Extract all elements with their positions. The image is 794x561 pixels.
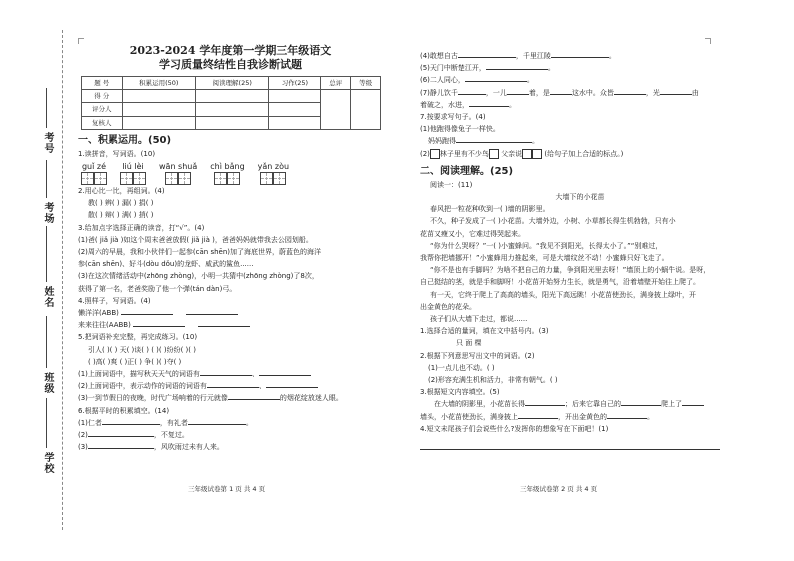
prompt-text: ，风吹雨过未有人来。 [153, 443, 224, 452]
table-row [82, 90, 381, 103]
page-right [420, 50, 740, 450]
answer-blank[interactable] [88, 441, 154, 449]
question-6-item: (1)仁者 ，有礼者 。 [78, 418, 253, 427]
answer-blank[interactable] [458, 50, 516, 58]
prompt-text: (7)静儿饮千 [420, 88, 458, 97]
pinyin-item [159, 161, 197, 185]
prompt-text: 这水中。众皆 [571, 88, 614, 97]
pinyin-text: liú lèi [122, 162, 144, 172]
answer-blank[interactable] [207, 380, 259, 388]
table-cell: 评分人 [82, 103, 123, 116]
prompt-text: (4)敢想自古 [420, 52, 458, 60]
question-2: 2.用心比一比，再组词。(4) [78, 187, 165, 196]
example-label: 来来往往(AABB) [78, 321, 131, 330]
kaochang-label: 考场 [42, 202, 53, 224]
prompt-text: (2)上面词语中，表示动作的词语的词语有 [78, 382, 207, 391]
reading-question-3-item: 墙头，小花苗使劲长，满身披上 ，开出金黄色的 。 [420, 412, 654, 421]
pinyin-text: guǐ zé [81, 162, 107, 172]
writing-box[interactable] [260, 172, 273, 185]
prompt-text: ，光 [645, 88, 660, 97]
prompt-text: (2) [78, 431, 88, 440]
answer-blank[interactable] [198, 319, 250, 327]
answer-blank[interactable] [469, 99, 509, 107]
answer-blank[interactable] [682, 398, 704, 406]
answer-blank[interactable] [465, 74, 527, 82]
passage-line: 自己挺结的茎，就是手和脚呀！小花苗开始努力生长，就是勇气，沿着墙壁开始往上爬了。 [420, 278, 700, 287]
answer-blank[interactable] [550, 87, 572, 95]
answer-blank[interactable] [621, 398, 661, 406]
question-6: 6.根据平时的积累填空。(14) [78, 406, 170, 415]
table-cell: 习作(25) [269, 77, 321, 90]
table-cell: 复核人 [82, 116, 123, 129]
reading-question-4: 4.短文未尾孩子们会说些什么?发挥你的想象写在下面吧！(1) [420, 424, 609, 433]
prompt-text: 墙头，小花苗使劲长，满身披上 [420, 412, 518, 421]
punctuation-box[interactable] [430, 149, 440, 159]
section-heading: 一、积累运用。(50) [78, 134, 172, 146]
page-footer: 三年级试卷第 1 页 共 4 页 [188, 485, 266, 493]
table-cell: 总评 [321, 77, 351, 90]
pinyin-text: wān shuǎ [159, 162, 198, 172]
option-list: 只 面 棵 [456, 339, 482, 348]
prompt-text: 林子里有不少鸟 [439, 149, 489, 158]
question-5: 5.把词语补充完整，再完成练习。(10) [78, 333, 198, 342]
question-7: 7.按要求写句子。(4) [420, 113, 486, 122]
table-cell: 题 号 [82, 77, 123, 90]
question-5-row: 引人( )( ) 天( )谈( ) ( )( )纷纷( )( ) [88, 345, 196, 354]
table-cell: 积累运用(50) [122, 77, 195, 90]
answer-blank[interactable] [660, 87, 692, 95]
fold-line [62, 30, 63, 530]
prompt-text: ，千里江陵 [515, 52, 551, 60]
passage-line: 有一天，它终于爬上了高高的墙头，阳光下高远眺！小花苗使劲长，满身披上绿叶，开 [430, 290, 696, 299]
passage-line: 春风把一粒花种吹到一( )墙的阴影里。 [430, 205, 550, 214]
passage-line: 出金黄色的花朵。 [420, 302, 476, 311]
passage-line: 不久，种子发成了一( )小花苗。大墙外边，小树、小草都长得生机勃勃，只有小 [430, 217, 676, 226]
passage-line: 花苗又瘦又小，它难过得哭起来。 [420, 229, 525, 238]
section-heading: 二、阅读理解。(25) [420, 165, 514, 177]
pinyin-grid [81, 161, 383, 185]
question-7-item: 妈妈跑得 。 [428, 137, 539, 146]
question-5-item [78, 392, 383, 404]
prompt-text: (1)仁者 [78, 418, 102, 427]
question-6-item [78, 429, 383, 441]
question-6-item [78, 441, 383, 453]
pinyin-item [210, 161, 244, 185]
table-cell: 阅读理解(25) [196, 77, 269, 90]
xuexiao-label: 学校 [42, 452, 53, 474]
prompt-text: (6)二人同心， [420, 76, 465, 85]
question-5-item: (1)上面词语中，描写秋天天气的词语有 、 [78, 368, 383, 380]
question-7-item: (1)他跑得像兔子一样快。 [420, 125, 500, 134]
prompt-text: 着破之，水进， [420, 100, 469, 109]
poem-line: (5)天门中断楚江开， 。 [420, 64, 555, 73]
prompt-text: (5)天门中断楚江开， [420, 64, 486, 73]
passage-title: 大墙下的小花苗 [555, 193, 605, 202]
reading-question-1: 1.选择合适的量词，填在文中括号内。(3) [420, 327, 549, 336]
answer-blank[interactable] [486, 62, 548, 70]
passage-line: 孩子们从大墙下走过，都说...... [430, 315, 528, 324]
writing-box[interactable] [81, 172, 94, 185]
prompt-text: (3)一到节假日的夜晚，时代广场响着的行元就像 [78, 394, 228, 403]
question-4-item [78, 319, 383, 331]
example-label: 懒洋洋(ABB) [78, 309, 119, 318]
answer-blank[interactable] [88, 429, 154, 437]
pinyin-text: chì bǎng [210, 162, 245, 172]
passage-line: “你不是也有手脚吗？为啥不把自己的力量，争到阳光里去呀！”墙顶上的小蜗牛说。是呀， [430, 266, 711, 275]
pinyin-text: yǎn zòu [257, 162, 290, 172]
xuexiao-line [46, 398, 47, 448]
prompt-text: (3) [78, 443, 88, 452]
prompt-text: ；后来它靠自己的 [565, 400, 621, 409]
passage-line: 我帮你把墙挪开！”小蜜蜂用力推起来，可是大墙纹丝不动！小蜜蜂只好飞走了。 [420, 254, 669, 263]
poem-line: (6)二人同心， 。 [420, 76, 534, 85]
prompt-text: 爬上了 [661, 400, 682, 409]
banji-label: 班级 [42, 372, 53, 394]
question-3-item: (2)周六的早晨，我和小伙伴们一起参(cān shēn)加了海底世界，蔚蓝色的海洋 [78, 248, 322, 257]
answer-blank[interactable] [188, 417, 246, 425]
reading-question-2: 2.根据下列意思写出文中的词语。(2) [420, 351, 535, 360]
xingming-line [46, 226, 47, 282]
answer-blank[interactable] [525, 398, 565, 406]
pinyin-item [258, 161, 289, 185]
binding-sidebar [0, 0, 70, 561]
answer-blank[interactable] [186, 307, 238, 315]
reading-label: 阅读一：(11) [430, 180, 473, 189]
poem-line [420, 87, 740, 99]
table-cell: 得 分 [82, 90, 123, 103]
page-footer: 三年级试卷第 2 页 共 4 页 [520, 485, 598, 493]
pinyin-item [120, 161, 146, 185]
exam-title-line2: 学习质量终结性自我诊断试题 [159, 58, 302, 71]
exam-title-line1: 2023-2024 学年度第一学期三年级语文 [129, 44, 332, 57]
prompt-text: 妈妈跑得 [428, 137, 456, 146]
page-left [78, 44, 383, 453]
prompt-text: 父亲说 [501, 149, 523, 158]
question-4-item [78, 307, 383, 319]
answer-blank[interactable] [458, 87, 486, 95]
writing-box[interactable] [273, 172, 286, 185]
prompt-text: ，一儿 [485, 88, 507, 97]
banji-line [46, 316, 47, 368]
passage-line: “你为什么哭呀？”一( )小蜜蜂问。“我见不到阳光，长得太小了。”“别难过， [430, 241, 663, 250]
prompt-text: 着，是 [528, 88, 550, 97]
kaohao-label: 考号 [42, 132, 53, 154]
prompt-text: 由 [691, 88, 699, 97]
reading-question-2-item: (1)一点儿也不动。( ) [428, 363, 495, 372]
score-table [81, 76, 381, 130]
xingming-label: 姓名 [42, 286, 53, 308]
punctuation-box[interactable] [522, 149, 532, 159]
kaochang-line [46, 160, 47, 198]
poem-line: 着破之，水进， 。 [420, 100, 516, 109]
punctuation-box[interactable] [532, 149, 542, 159]
question-3-item: 获得了第一名，老爸奖励了他一个弹(tán dàn)弓。 [78, 284, 237, 293]
prompt-text: (2) [420, 149, 430, 158]
question-3-item: (1)爸( jiǎ jià )如这个周末爸爸放假( jiǎ jià )，爸爸妈妈就带我去公园划船。 [78, 235, 313, 244]
reading-question-3-item [420, 398, 740, 410]
question-2-row: 教( ) 辨( ) 漏( ) 捐( ) [88, 199, 154, 208]
writing-box[interactable] [120, 172, 133, 185]
answer-blank[interactable] [228, 392, 280, 400]
prompt-text: (给句子加上合适的标点。) [544, 149, 624, 158]
question-3-item: (3)在这次情绪活动中(zhōng zhòng)，小明一共猜中(zhōng zhòng)了8次， [78, 272, 319, 281]
kaohao-line [46, 88, 47, 128]
answer-blank[interactable] [121, 307, 173, 315]
writing-box[interactable] [165, 172, 178, 185]
answer-blank[interactable] [507, 87, 529, 95]
table-cell: 等级 [351, 77, 381, 90]
answer-blank[interactable] [102, 417, 160, 425]
corner-mark [705, 38, 711, 44]
answer-blank[interactable] [456, 135, 532, 143]
question-1: 1.读拼音，写词语。(10) [78, 149, 156, 158]
prompt-text: ，有礼者 [159, 418, 188, 427]
prompt-text: ，不复过。 [153, 431, 189, 440]
poem-line: (4)敢想自古 ，千里江陵 。 [420, 52, 616, 60]
writing-box[interactable] [214, 172, 227, 185]
answer-blank[interactable] [518, 411, 558, 419]
prompt-text: 的烟花绽放迷人眼。 [279, 394, 343, 403]
writing-box[interactable] [178, 172, 191, 185]
question-3: 3.给加点字选择正确的读音，打“√”。(4) [78, 223, 205, 232]
question-3-item: 参(cān shēn)、好斗(dòu dǒu)的龙虾、威武的鲨鱼...... [78, 260, 254, 269]
answer-blank[interactable] [266, 380, 318, 388]
question-2-row: 散( ) 辩( ) 满( ) 捎( ) [88, 211, 154, 220]
reading-question-2-item: (2)形容充满生机和活力，非常有朝气。( ) [428, 376, 558, 385]
answer-blank[interactable] [133, 319, 185, 327]
answer-blank[interactable] [551, 50, 609, 58]
answer-blank[interactable] [607, 411, 647, 419]
reading-question-3: 3.根据短文内容填空。(5) [420, 388, 500, 397]
prompt-text: (1)上面词语中，描写秋天天气的词语有 [78, 370, 200, 379]
answer-blank[interactable] [614, 87, 646, 95]
writing-box[interactable] [94, 172, 107, 185]
writing-box[interactable] [133, 172, 146, 185]
answer-blank[interactable] [259, 368, 311, 376]
question-7-item [420, 148, 740, 160]
question-5-item: (2)上面词语中，表示动作的词语的词语有 、 [78, 380, 383, 392]
prompt-text: 在大墙的阴影里，小花苗长得 [434, 400, 525, 409]
prompt-text: ，开出金黄色的 [558, 412, 607, 421]
question-4: 4.照样子，写词语。(4) [78, 296, 151, 305]
table-row [82, 77, 381, 90]
writing-box[interactable] [227, 172, 240, 185]
pinyin-item [81, 161, 107, 185]
answer-line[interactable] [420, 439, 720, 450]
answer-blank[interactable] [200, 368, 252, 376]
question-5-row: ( )高( )爽 ( )正( ) 争( )( )夺( ) [88, 357, 182, 366]
punctuation-box[interactable] [489, 149, 499, 159]
